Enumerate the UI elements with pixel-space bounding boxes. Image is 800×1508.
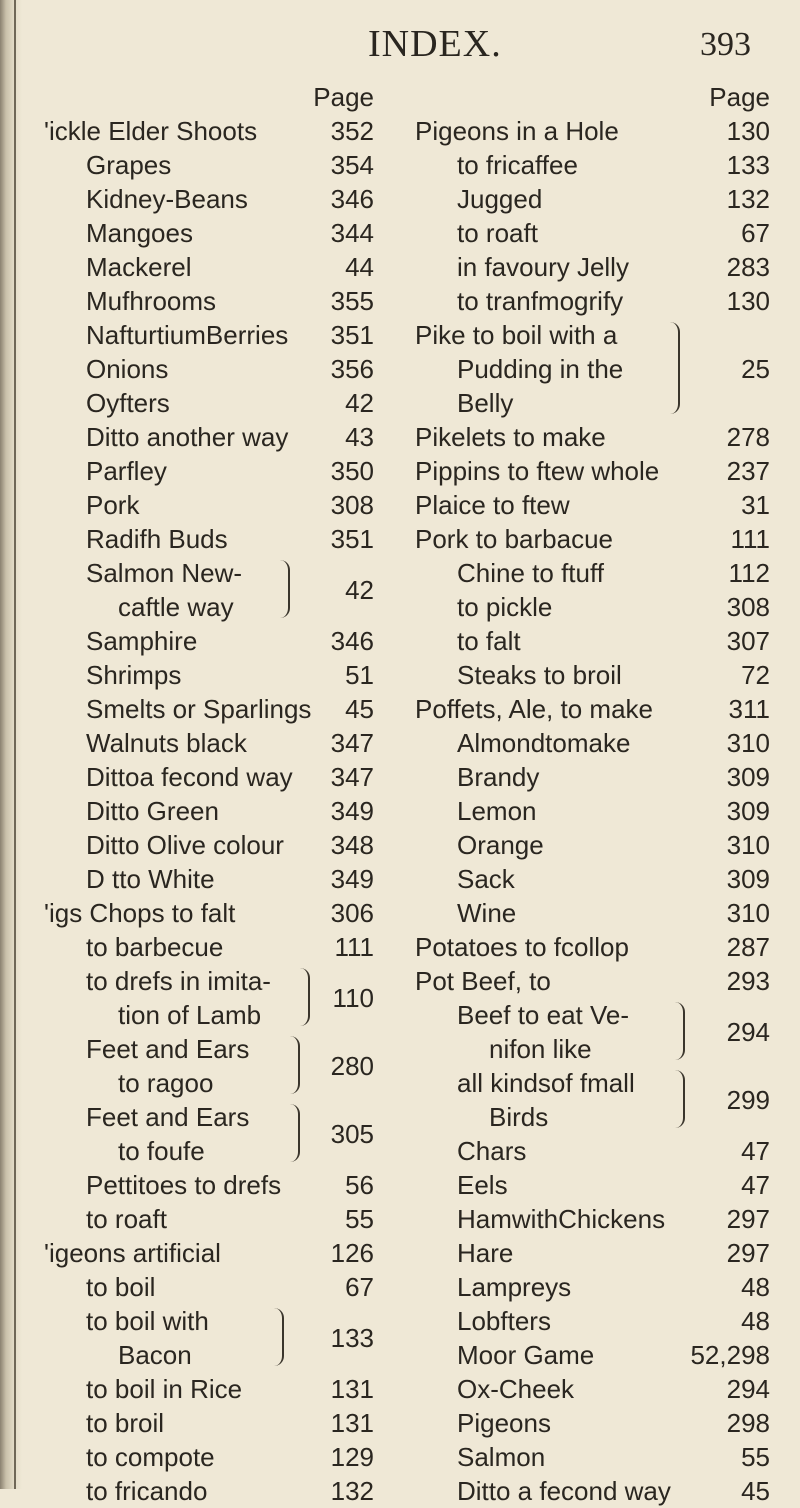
- column-header-page: Page: [709, 82, 770, 112]
- entry-label: to tranfmogrify: [457, 286, 624, 316]
- entry-page: 308: [726, 592, 770, 622]
- index-entry-group: [44, 964, 374, 1032]
- entry-page: 111: [730, 524, 770, 554]
- index-entry: [415, 692, 770, 726]
- entry-page: 344: [330, 218, 374, 248]
- entry-label: Potatoes to fcollop: [415, 932, 629, 962]
- index-entry-line: [44, 1032, 374, 1066]
- entry-page: 278: [726, 422, 770, 452]
- entry-label: Sack: [457, 864, 515, 894]
- entry-label: to fricaffee: [457, 150, 578, 180]
- entry-page: 48: [741, 1272, 770, 1302]
- entry-label: 'ickle Elder Shoots: [44, 116, 258, 146]
- entry-page: 299: [726, 1085, 770, 1115]
- index-entry: [44, 352, 374, 386]
- entry-label: Orange: [457, 830, 544, 860]
- index-entry: [44, 318, 374, 352]
- entry-label: Parfley: [86, 456, 167, 486]
- index-entry: [415, 1168, 770, 1202]
- entry-label: Moor Game: [457, 1340, 595, 1370]
- entry-label: Birds: [489, 1102, 549, 1132]
- index-entry: [415, 556, 770, 590]
- entry-label: Belly: [457, 388, 514, 418]
- page-number: 393: [700, 26, 751, 63]
- index-entry-line: [415, 352, 770, 386]
- entry-page: 294: [726, 1374, 770, 1404]
- index-entry-line: [415, 1100, 770, 1134]
- index-entry-line: [44, 1066, 374, 1100]
- index-entry-line: [44, 964, 374, 998]
- index-entry: [415, 488, 770, 522]
- entry-page: 308: [330, 490, 374, 520]
- entry-label: to boil: [86, 1272, 156, 1302]
- entry-page: 130: [726, 116, 770, 146]
- entry-page: 55: [345, 1204, 374, 1234]
- entry-label: Pigeons: [457, 1408, 551, 1438]
- entry-label: tion of Lamb: [118, 1000, 262, 1030]
- entry-label: NafturtiumBerries: [86, 320, 289, 350]
- entry-label: to foufe: [118, 1136, 205, 1166]
- index-entry-group: [415, 998, 770, 1066]
- index-entry: [415, 250, 770, 284]
- entry-page: 351: [330, 320, 374, 350]
- entry-page: 294: [726, 1017, 770, 1047]
- page-title: INDEX.: [368, 23, 502, 65]
- entry-label: Chine to ftuff: [457, 558, 604, 588]
- index-entry: [415, 284, 770, 318]
- index-entry-line: [415, 386, 770, 420]
- entry-label: Feet and Ears: [86, 1102, 250, 1132]
- entry-page: 110: [332, 983, 374, 1013]
- entry-label: to fricando: [86, 1476, 208, 1506]
- index-entry: [415, 1236, 770, 1270]
- index-entry-group: [44, 556, 374, 624]
- entry-page: 280: [330, 1051, 374, 1081]
- index-entry: [44, 1202, 374, 1236]
- entry-label: Lemon: [457, 796, 537, 826]
- brace-icon: [670, 322, 680, 414]
- entry-page: 132: [330, 1476, 374, 1506]
- index-entry: [415, 794, 770, 828]
- entry-label: to barbecue: [86, 932, 224, 962]
- entry-label: Bacon: [118, 1340, 192, 1370]
- entry-page: 283: [726, 252, 770, 282]
- entry-page: 297: [726, 1238, 770, 1268]
- index-entry: [44, 1372, 374, 1406]
- entry-label: to falt: [457, 626, 521, 656]
- index-entry: [415, 760, 770, 794]
- index-entry-group: [44, 1304, 374, 1372]
- entry-page: 350: [330, 456, 374, 486]
- index-entry: [415, 1474, 770, 1508]
- entry-label: Beef to eat Ve-: [457, 1000, 630, 1030]
- entry-page: 356: [330, 354, 374, 384]
- entry-page: 67: [345, 1272, 374, 1302]
- index-entry-line: [415, 998, 770, 1032]
- entry-label: Jugged: [457, 184, 543, 214]
- brace-icon: [300, 968, 310, 1026]
- index-entry: [415, 726, 770, 760]
- index-entry: [415, 216, 770, 250]
- entry-page: 47: [741, 1136, 770, 1166]
- index-entry: [415, 590, 770, 624]
- entry-label: Oyfters: [86, 388, 170, 418]
- entry-page: 298: [726, 1408, 770, 1438]
- entry-label: Pudding in the: [457, 354, 624, 384]
- entry-label: Mufhrooms: [86, 286, 217, 316]
- index-entry-line: [44, 556, 374, 590]
- entry-label: 'igs Chops to falt: [44, 898, 236, 928]
- index-entry: [415, 862, 770, 896]
- index-entry: [44, 760, 374, 794]
- index-entry: [44, 828, 374, 862]
- index-entry-line: [415, 1066, 770, 1100]
- index-entry: [44, 1236, 374, 1270]
- entry-page: 309: [726, 796, 770, 826]
- binding-edge: [14, 0, 16, 1489]
- entry-page: 346: [330, 184, 374, 214]
- entry-page: 67: [741, 218, 770, 248]
- index-entry: [44, 862, 374, 896]
- index-entry: [415, 454, 770, 488]
- entry-page: 310: [726, 728, 770, 758]
- index-entry: [415, 1134, 770, 1168]
- entry-label: Mackerel: [86, 252, 192, 282]
- entry-label: Eels: [457, 1170, 508, 1200]
- entry-label: Grapes: [86, 150, 172, 180]
- index-entry: [44, 794, 374, 828]
- entry-page: 44: [345, 252, 374, 282]
- entry-page: 55: [741, 1442, 770, 1472]
- index-entry: [44, 522, 374, 556]
- entry-label: in favoury Jelly: [457, 252, 629, 282]
- index-entry: [44, 1474, 374, 1508]
- entry-page: 42: [345, 575, 374, 605]
- entry-page: 307: [726, 626, 770, 656]
- entry-label: D tto White: [86, 864, 215, 894]
- index-entry: [44, 1406, 374, 1440]
- column-header-page: Page: [313, 82, 374, 112]
- entry-label: caftle way: [118, 592, 234, 622]
- index-entry: [415, 930, 770, 964]
- entry-label: Mangoes: [86, 218, 193, 248]
- entry-page: 355: [330, 286, 374, 316]
- index-entry: [44, 216, 374, 250]
- entry-label: Brandy: [457, 762, 540, 792]
- entry-page: 42: [345, 388, 374, 418]
- brace-icon: [675, 1002, 685, 1060]
- entry-page: 310: [726, 830, 770, 860]
- index-entry-group: [44, 1100, 374, 1168]
- page-gutter-shadow: [0, 0, 22, 1489]
- entry-page: 237: [726, 456, 770, 486]
- index-entry: [415, 1270, 770, 1304]
- index-entry: [415, 182, 770, 216]
- entry-label: Shrimps: [86, 660, 182, 690]
- entry-page: 305: [330, 1119, 374, 1149]
- entry-label: Lobfters: [457, 1306, 551, 1336]
- entry-label: nifon like: [489, 1034, 592, 1064]
- entry-label: Salmon New-: [86, 558, 243, 588]
- entry-label: Pettitoes to drefs: [86, 1170, 282, 1200]
- entry-page: 293: [726, 966, 770, 996]
- entry-label: Wine: [457, 898, 517, 928]
- entry-label: Radifh Buds: [86, 524, 228, 554]
- entry-page: 43: [345, 422, 374, 452]
- index-entry: [44, 726, 374, 760]
- entry-label: to broil: [86, 1408, 165, 1438]
- entry-label: Ditto Green: [86, 796, 219, 826]
- entry-label: to compote: [86, 1442, 215, 1472]
- entry-label: to drefs in imita-: [86, 966, 271, 996]
- index-entry: [415, 658, 770, 692]
- index-entry: [44, 658, 374, 692]
- entry-label: to ragoo: [118, 1068, 214, 1098]
- entry-label: Ditto Olive colour: [86, 830, 284, 860]
- entry-page: 31: [741, 490, 770, 520]
- index-entry: [415, 1440, 770, 1474]
- entry-page: 133: [726, 150, 770, 180]
- entry-label: 'igeons artificial: [44, 1238, 221, 1268]
- entry-page: 132: [726, 184, 770, 214]
- index-entry: [44, 624, 374, 658]
- index-entry: [44, 692, 374, 726]
- entry-label: Pike to boil with a: [415, 320, 618, 350]
- index-entry: [44, 488, 374, 522]
- index-entry: [44, 250, 374, 284]
- entry-label: Plaice to ftew: [415, 490, 570, 520]
- entry-page: 129: [330, 1442, 374, 1472]
- entry-label: Walnuts black: [86, 728, 247, 758]
- entry-page: 287: [726, 932, 770, 962]
- entry-label: to roaft: [86, 1204, 167, 1234]
- entry-page: 306: [330, 898, 374, 928]
- entry-label: Steaks to broil: [457, 660, 622, 690]
- index-entry: [44, 930, 374, 964]
- index-entry: [415, 522, 770, 556]
- entry-page: 347: [330, 762, 374, 792]
- entry-page: 309: [726, 762, 770, 792]
- entry-page: 311: [728, 694, 770, 724]
- entry-label: Samphire: [86, 626, 198, 656]
- index-entry-group: [44, 1032, 374, 1100]
- entry-label: Hare: [457, 1238, 514, 1268]
- entry-label: to roaft: [457, 218, 538, 248]
- brace-icon: [280, 560, 290, 618]
- entry-page: 348: [330, 830, 374, 860]
- entry-page: 131: [330, 1408, 374, 1438]
- entry-label: Smelts or Sparlings: [86, 694, 312, 724]
- index-column-left: [44, 80, 374, 1508]
- entry-label: Ox-Cheek: [457, 1374, 575, 1404]
- index-entry-line: [44, 1134, 374, 1168]
- index-entry-line: [44, 998, 374, 1032]
- entry-page: 309: [726, 864, 770, 894]
- index-entry: [44, 148, 374, 182]
- entry-label: Pippins to ftew whole: [415, 456, 660, 486]
- index-entry: [44, 284, 374, 318]
- entry-label: Dittoa fecond way: [86, 762, 293, 792]
- index-entry: [44, 114, 374, 148]
- index-entry: [415, 828, 770, 862]
- index-entry-line: [44, 1304, 374, 1338]
- entry-label: Pot Beef, to: [415, 966, 551, 996]
- index-entry: [44, 386, 374, 420]
- index-column-right: [415, 80, 770, 1508]
- index-entry: [415, 420, 770, 454]
- entry-page: 133: [330, 1323, 374, 1353]
- index-entry: [415, 1406, 770, 1440]
- entry-label: Salmon: [457, 1442, 546, 1472]
- index-entry: [44, 1270, 374, 1304]
- entry-label: Pork: [86, 490, 140, 520]
- index-entry: [415, 624, 770, 658]
- index-entry: [44, 420, 374, 454]
- index-entry-line: [44, 1100, 374, 1134]
- entry-label: all kindsof fmall: [457, 1068, 635, 1098]
- page-header: [0, 22, 800, 74]
- entry-page: 352: [330, 116, 374, 146]
- index-entry-group: [415, 318, 770, 420]
- index-entry: [415, 964, 770, 998]
- index-entry: [44, 896, 374, 930]
- entry-label: Pigeons in a Hole: [415, 116, 619, 146]
- entry-label: Poffets, Ale, to make: [415, 694, 653, 724]
- entry-label: Onions: [86, 354, 169, 384]
- entry-page: 346: [330, 626, 374, 656]
- entry-label: Lampreys: [457, 1272, 572, 1302]
- entry-page: 130: [726, 286, 770, 316]
- index-entry: [44, 454, 374, 488]
- index-entry: [44, 1440, 374, 1474]
- index-entry-group: [415, 1066, 770, 1134]
- brace-icon: [290, 1036, 300, 1094]
- entry-label: to boil in Rice: [86, 1374, 243, 1404]
- entry-label: Chars: [457, 1136, 527, 1166]
- entry-page: 310: [726, 898, 770, 928]
- index-entry-line: [44, 590, 374, 624]
- entry-label: Pork to barbacue: [415, 524, 614, 554]
- entry-page: 45: [345, 694, 374, 724]
- entry-page: 111: [334, 932, 374, 962]
- index-entry: [415, 1338, 770, 1372]
- index-entry: [44, 182, 374, 216]
- entry-page: 48: [741, 1306, 770, 1336]
- index-entry: [415, 1372, 770, 1406]
- index-entry: [415, 1304, 770, 1338]
- entry-page: 51: [345, 660, 374, 690]
- entry-label: HamwithChickens: [457, 1204, 666, 1234]
- brace-icon: [675, 1070, 685, 1128]
- index-entry-line: [44, 1338, 374, 1372]
- brace-icon: [290, 1104, 300, 1162]
- index-entry: [415, 896, 770, 930]
- entry-label: Almondtomake: [457, 728, 631, 758]
- entry-page: 354: [330, 150, 374, 180]
- index-entry: [415, 148, 770, 182]
- index-entry: [44, 1168, 374, 1202]
- entry-page: 297: [726, 1204, 770, 1234]
- entry-page: 349: [330, 864, 374, 894]
- entry-page: 56: [345, 1170, 374, 1200]
- brace-icon: [274, 1308, 284, 1366]
- entry-label: Ditto a fecond way: [457, 1476, 671, 1506]
- index-entry: [415, 114, 770, 148]
- entry-page: 72: [741, 660, 770, 690]
- entry-label: Kidney-Beans: [86, 184, 248, 214]
- entry-page: 351: [330, 524, 374, 554]
- entry-page: 52,298: [690, 1340, 770, 1370]
- entry-page: 349: [330, 796, 374, 826]
- entry-label: Pikelets to make: [415, 422, 606, 452]
- entry-label: Ditto another way: [86, 422, 289, 452]
- entry-page: 126: [330, 1238, 374, 1268]
- entry-page: 47: [741, 1170, 770, 1200]
- entry-label: Feet and Ears: [86, 1034, 250, 1064]
- entry-page: 25: [741, 354, 770, 384]
- entry-page: 347: [330, 728, 374, 758]
- entry-page: 131: [330, 1374, 374, 1404]
- entry-label: to pickle: [457, 592, 553, 622]
- index-entry: [415, 1202, 770, 1236]
- index-entry-line: [415, 318, 770, 352]
- entry-label: to boil with: [86, 1306, 209, 1336]
- index-entry-line: [415, 1032, 770, 1066]
- entry-page: 45: [741, 1476, 770, 1506]
- entry-page: 112: [728, 558, 770, 588]
